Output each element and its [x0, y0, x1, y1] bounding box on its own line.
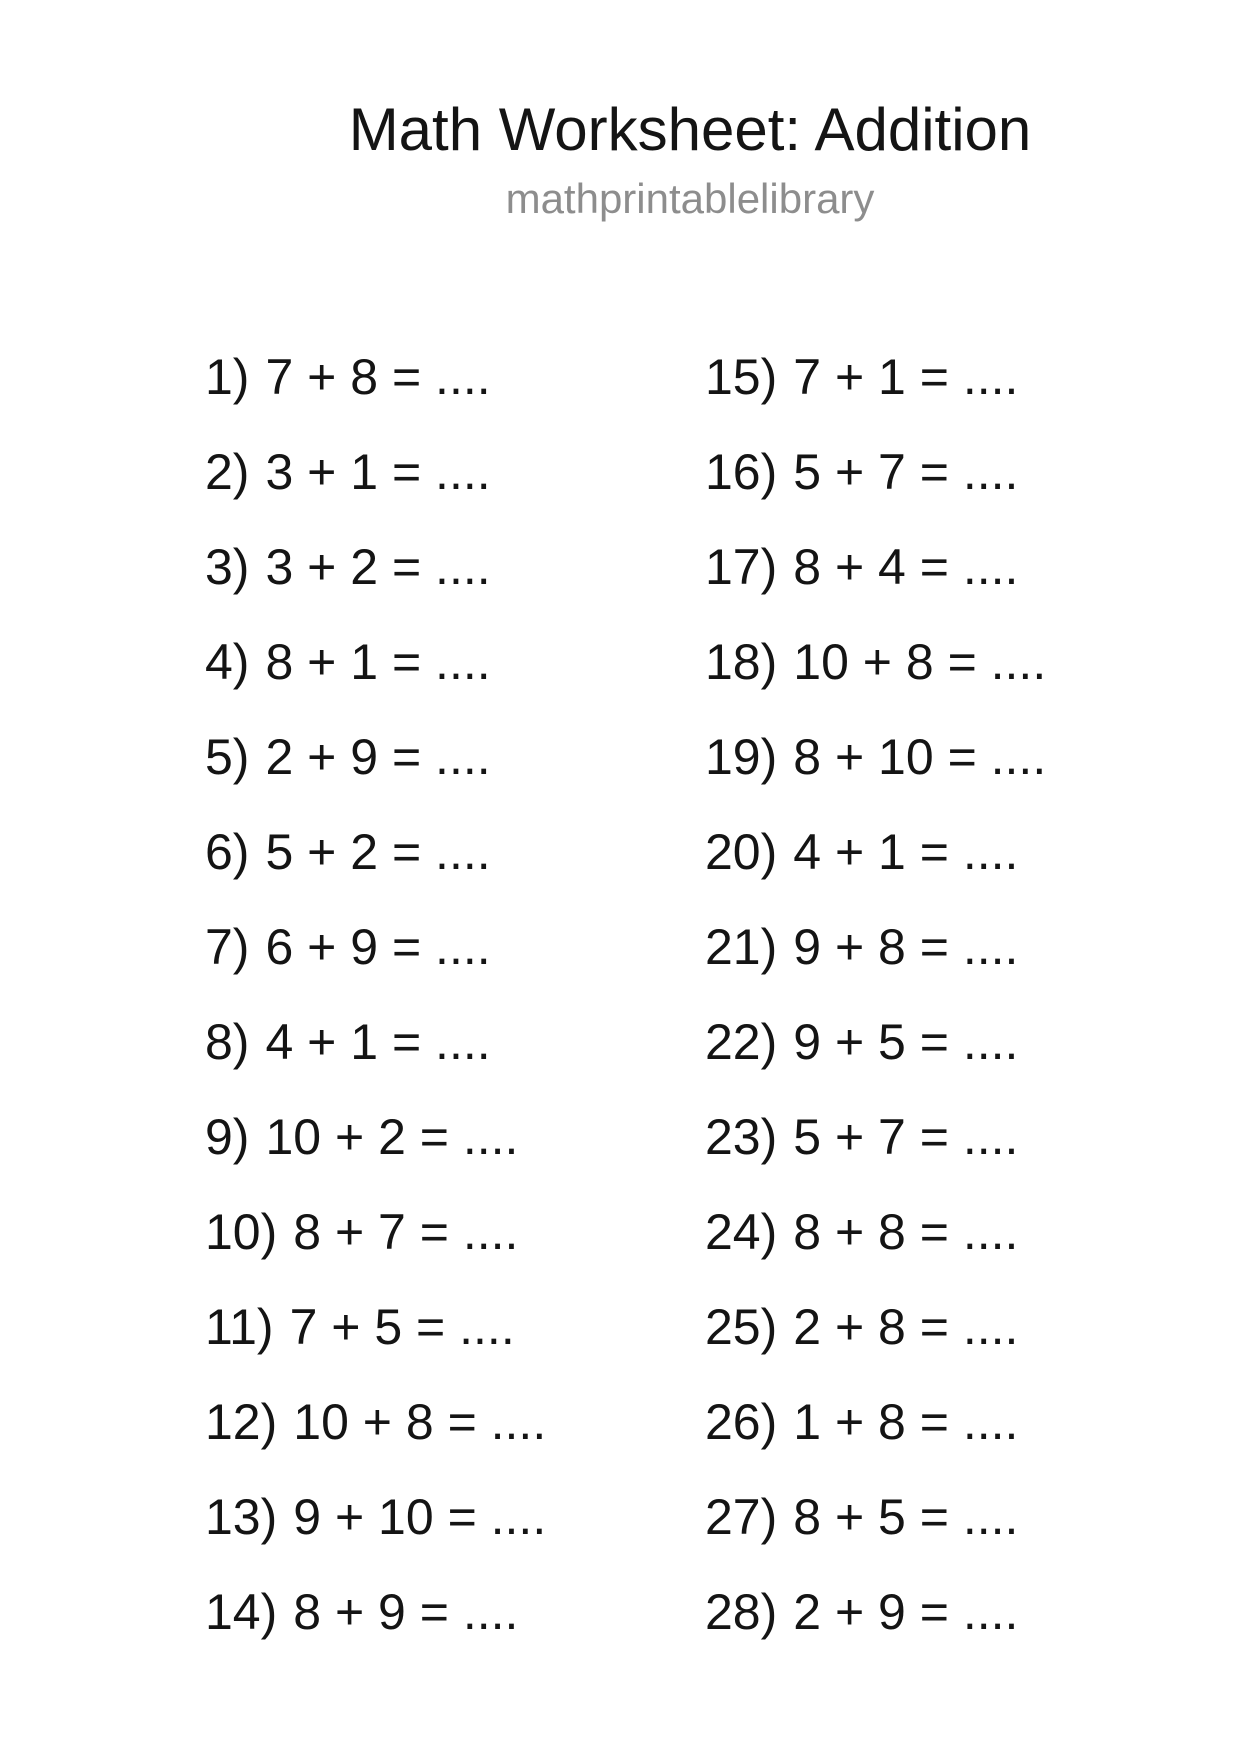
problem-number: 14): [205, 1584, 278, 1640]
problem-row: [205, 1375, 546, 1470]
problem-row: [705, 520, 1046, 615]
problem-number: 9): [205, 1109, 250, 1165]
problem-expression: 5 + 7 = ....: [793, 444, 1019, 500]
problem-expression: 9 + 10 = ....: [293, 1489, 547, 1545]
problem-number: 2): [205, 444, 250, 500]
problem-number: 24): [705, 1204, 778, 1260]
problem-expression: 9 + 5 = ....: [793, 1014, 1019, 1070]
problem-expression: 8 + 8 = ....: [793, 1204, 1019, 1260]
problem-number: 7): [205, 919, 250, 975]
problem-row: [205, 1565, 546, 1660]
problem-number: 6): [205, 824, 250, 880]
problem-row: [705, 1090, 1046, 1185]
problem-expression: 4 + 1 = ....: [265, 1014, 491, 1070]
page-subtitle: mathprintablelibrary: [505, 175, 875, 222]
problem-expression: 2 + 9 = ....: [793, 1584, 1019, 1640]
problem-row: [205, 615, 546, 710]
problem-expression: 8 + 7 = ....: [293, 1204, 519, 1260]
problem-number: 8): [205, 1014, 250, 1070]
problem-number: 16): [705, 444, 778, 500]
problem-expression: 2 + 8 = ....: [793, 1299, 1019, 1355]
problem-expression: 8 + 4 = ....: [793, 539, 1019, 595]
problem-number: 27): [705, 1489, 778, 1545]
problem-row: [205, 520, 546, 615]
problem-number: 18): [705, 634, 778, 690]
problem-expression: 8 + 1 = ....: [265, 634, 491, 690]
problem-row: [205, 805, 546, 900]
problem-expression: 3 + 1 = ....: [265, 444, 491, 500]
problem-row: [705, 615, 1046, 710]
problem-expression: 10 + 8 = ....: [793, 634, 1047, 690]
problem-number: 20): [705, 824, 778, 880]
problem-row: [205, 1470, 546, 1565]
problem-expression: 8 + 5 = ....: [793, 1489, 1019, 1545]
problem-number: 21): [705, 919, 778, 975]
problem-expression: 9 + 8 = ....: [793, 919, 1019, 975]
problem-row: [705, 1185, 1046, 1280]
problem-expression: 7 + 5 = ....: [289, 1299, 515, 1355]
problem-row: [705, 1375, 1046, 1470]
problem-row: [205, 1185, 546, 1280]
problem-row: [205, 425, 546, 520]
problem-expression: 8 + 10 = ....: [793, 729, 1047, 785]
problem-expression: 8 + 9 = ....: [293, 1584, 519, 1640]
problem-row: [705, 1280, 1046, 1375]
problem-number: 13): [205, 1489, 278, 1545]
problems-column-right: [705, 330, 1046, 1660]
problem-number: 15): [705, 349, 778, 405]
page-title: Math Worksheet: Addition: [348, 96, 1032, 163]
problem-row: [705, 330, 1046, 425]
problem-row: [705, 995, 1046, 1090]
problem-number: 1): [205, 349, 250, 405]
problem-number: 26): [705, 1394, 778, 1450]
problems-column-left: [205, 330, 546, 1660]
problem-expression: 5 + 7 = ....: [793, 1109, 1019, 1165]
problem-number: 28): [705, 1584, 778, 1640]
problem-expression: 7 + 8 = ....: [265, 349, 491, 405]
problem-row: [705, 710, 1046, 805]
problem-number: 19): [705, 729, 778, 785]
problem-number: 10): [205, 1204, 278, 1260]
problem-expression: 7 + 1 = ....: [793, 349, 1019, 405]
problem-number: 22): [705, 1014, 778, 1070]
problem-number: 5): [205, 729, 250, 785]
problem-expression: 1 + 8 = ....: [793, 1394, 1019, 1450]
problem-number: 4): [205, 634, 250, 690]
problem-row: [705, 805, 1046, 900]
problem-row: [205, 995, 546, 1090]
problem-expression: 6 + 9 = ....: [265, 919, 491, 975]
problem-expression: 2 + 9 = ....: [265, 729, 491, 785]
problem-expression: 5 + 2 = ....: [265, 824, 491, 880]
problem-row: [205, 330, 546, 425]
problem-row: [205, 710, 546, 805]
problem-row: [705, 900, 1046, 995]
problem-row: [705, 1470, 1046, 1565]
problem-expression: 10 + 8 = ....: [293, 1394, 547, 1450]
problem-row: [705, 425, 1046, 520]
problem-expression: 4 + 1 = ....: [793, 824, 1019, 880]
problem-number: 25): [705, 1299, 778, 1355]
problem-number: 3): [205, 539, 250, 595]
problem-expression: 10 + 2 = ....: [265, 1109, 519, 1165]
worksheet-header: [150, 98, 1230, 224]
problem-number: 12): [205, 1394, 278, 1450]
problem-number: 17): [705, 539, 778, 595]
problem-expression: 3 + 2 = ....: [265, 539, 491, 595]
problem-row: [205, 900, 546, 995]
problem-row: [705, 1565, 1046, 1660]
problem-number: 23): [705, 1109, 778, 1165]
problem-row: [205, 1090, 546, 1185]
problem-row: [205, 1280, 546, 1375]
problem-number: 11): [205, 1299, 274, 1355]
